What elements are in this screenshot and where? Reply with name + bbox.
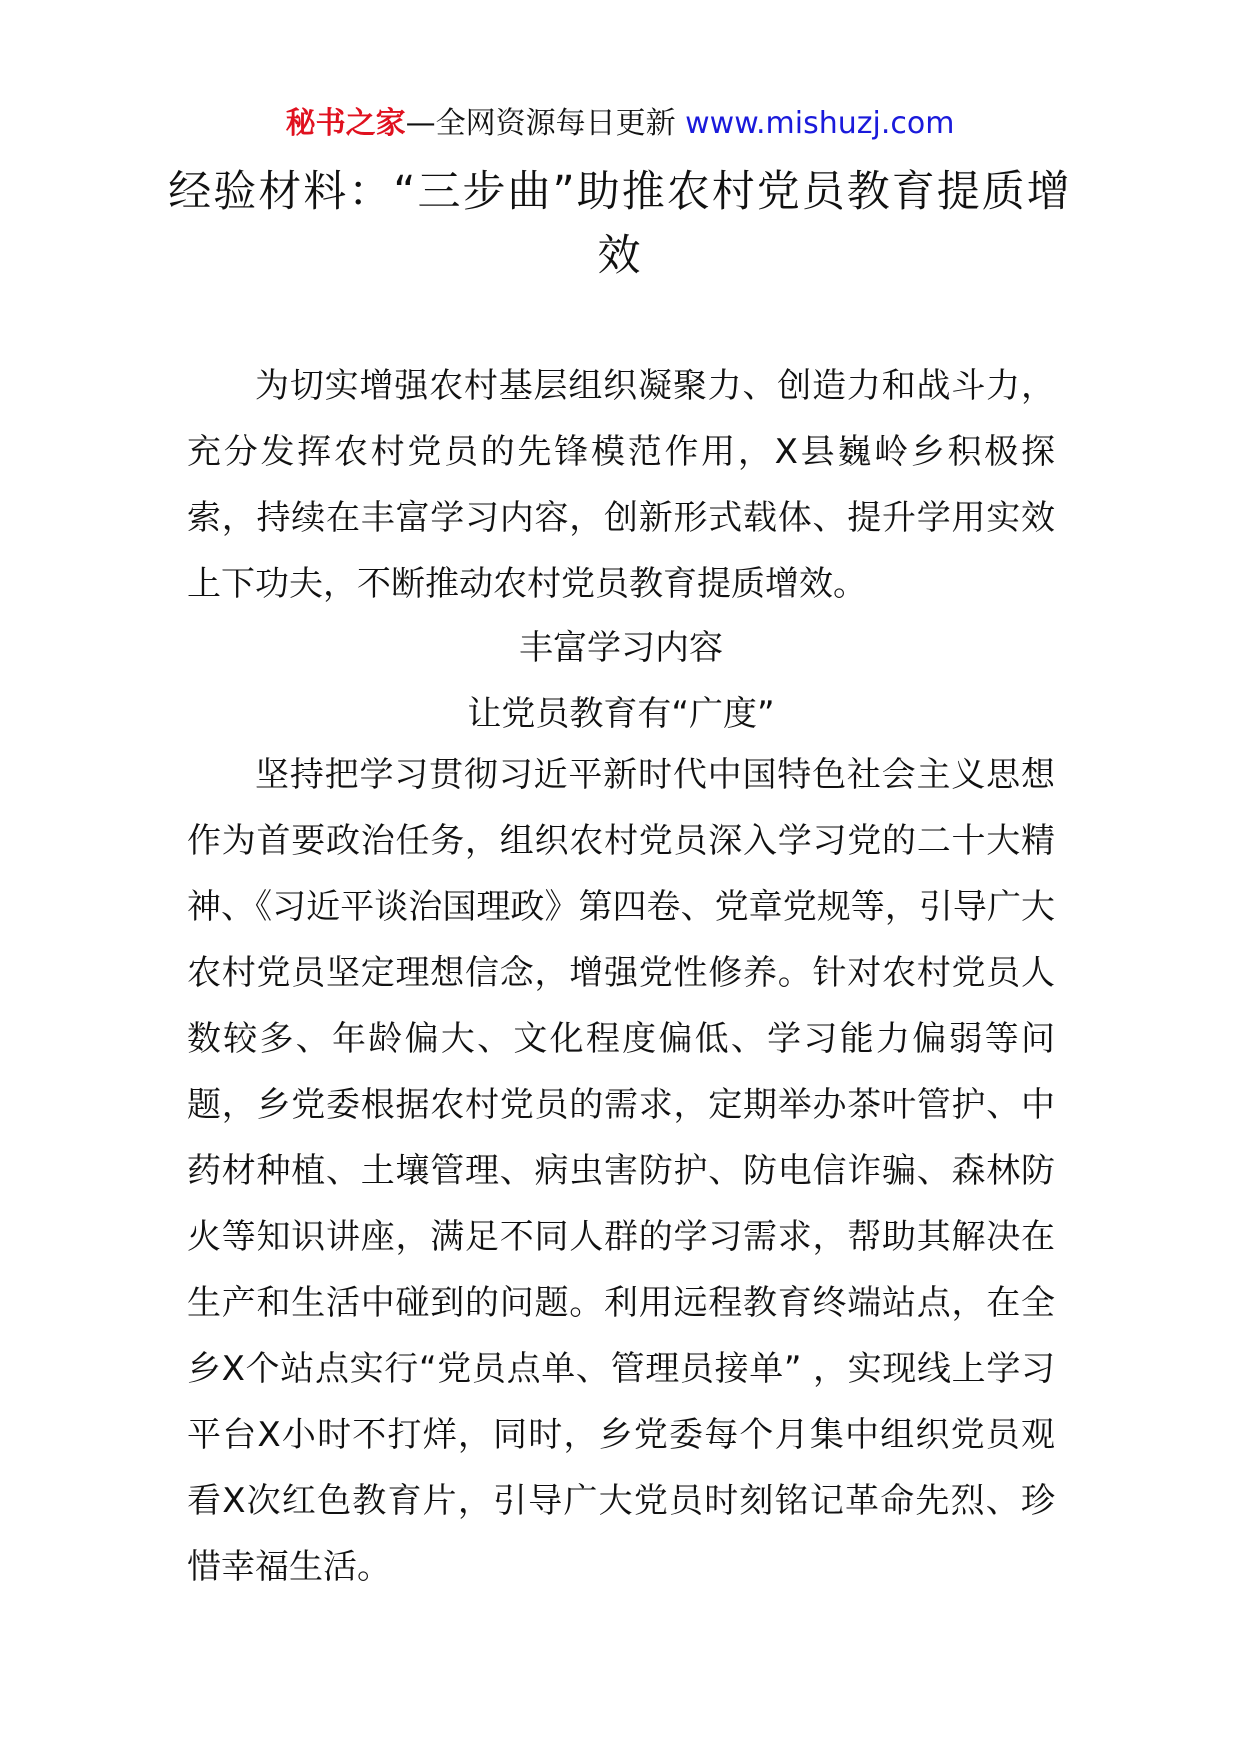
header-tagline: —全网资源每日更新	[405, 106, 686, 141]
brand-name: 秘书之家	[285, 106, 406, 141]
intro-paragraph: 为切实增强农村基层组织凝聚力、创造力和战斗力，充分发挥农村党员的先锋模范作用，X县巍岭乡积极探索，持续在丰富学习内容，创新形式载体、提升学用实效上下功夫，不断推动农村党员教育提质增效。	[187, 366, 1055, 604]
section-heading-line-1: 丰富学习内容	[519, 628, 723, 668]
section-paragraph: 坚持把学习贯彻习近平新时代中国特色社会主义思想作为首要政治任务，组织农村党员深入学习党的二十大精神、《习近平谈治国理政》第四卷、党章党规等，引导广大农村党员坚定理想信念，增强党性修养。针对农村党员人数较多、年龄偏大、文化程度偏低、学习能力偏弱等问题，乡党委根据农村党员的需求，定期举办茶叶管护、中药材种植、土壤管理、病虫害防护、防电信诈骗、森林防火等知识讲座，满足不同人群的学习需求，帮助其解决在生产和生活中碰到的问题。利用远程教育终端站点，在全乡X个站点实行“党员点单、管理员接单” ，实现线上学习平台X小时不打烊，同时，乡党委每个月集中组织党员观看X次红色教育片，引导广大党员时刻铭记革命先烈、珍惜幸福生活。	[187, 755, 1055, 1587]
site-header	[0, 100, 1240, 148]
document-title: 经验材料：“三步曲”助推农村党员教育提质增效	[168, 167, 1072, 281]
section-heading-line-2: 让党员教育有“广度”	[467, 694, 775, 734]
site-url-link[interactable]: www.mishuzj.com	[685, 106, 955, 141]
